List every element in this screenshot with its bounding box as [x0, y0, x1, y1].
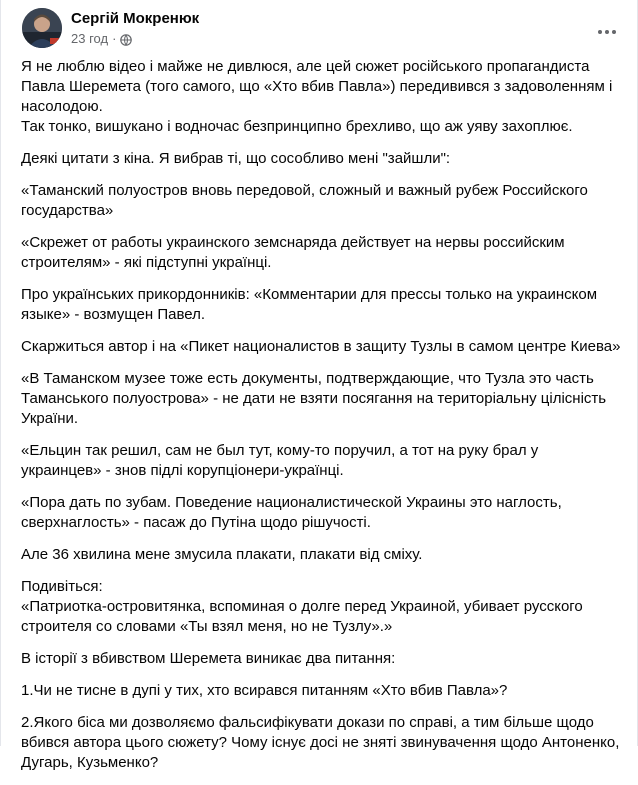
post-paragraph: 2.Якого біса ми дозволяємо фальсифікувати докази по справі, а тим більше щодо вбився автора цього сюжету? Чому існує досі не зняті звинувачення щодо Антоненко, Дугарь, Кузьменко?	[21, 714, 620, 771]
post-paragraph: Подивіться: «Патриотка-островитянка, вспоминая о долге перед Украиной, убивает русского строителя со словами «Ты взял меня, но не Тузлу».»	[21, 578, 583, 635]
post-paragraph: В історії з вбивством Шеремета виникає два питання:	[21, 650, 396, 667]
post-body	[21, 57, 621, 785]
post-paragraph: «Пора дать по зубам. Поведение националистической Украины это наглость, сверхнаглость» - пасаж до Путіна щодо рішучості.	[21, 494, 562, 531]
post-header	[22, 8, 199, 48]
post-paragraph: Але 36 хвилина мене змусила плакати, плакати від сміху.	[21, 546, 423, 563]
post-paragraph: «Таманский полуостров вновь передовой, сложный и важный рубеж Российского государства»	[21, 182, 588, 219]
avatar[interactable]	[22, 8, 62, 48]
more-options-icon[interactable]	[589, 14, 625, 50]
post-paragraph: «Ельцин так решил, сам не был тут, кому-то поручил, а тот на руку брал у украинцев» - знов підлі корупціонери-українці.	[21, 442, 539, 479]
post-paragraph: 1.Чи не тисне в дупі у тих, хто всирався питанням «Хто вбив Павла»?	[21, 682, 508, 699]
post-paragraph: Скаржиться автор і на «Пикет националистов в защиту Тузлы в самом центре Киева»	[21, 338, 621, 355]
avatar-image	[22, 8, 62, 48]
post-paragraph: «Скрежет от работы украинского земснаряда действует на нервы российским строителям» - які підступні українці.	[21, 234, 565, 271]
post-subline	[71, 30, 199, 48]
post-paragraph: Я не люблю відео і майже не дивлюся, але цей сюжет російського пропагандиста Павла Шеремета (того самого, що «Хто вбив Павла») передивився з задоволенням і насолодою. Так тонко, вишукано і водночас безпринципно брехливо, що аж уяву захоплює.	[21, 58, 613, 135]
post-paragraph: «В Таманском музее тоже есть документы, подтверждающие, что Тузла это часть Таманського полуострова» - не дати не взяти посягання на територіальну цілісність України.	[21, 370, 607, 427]
separator-dot: ·	[112, 31, 117, 46]
post-meta	[71, 9, 199, 48]
author-name[interactable]: Сергій Мокренюк	[71, 10, 200, 27]
post-timestamp[interactable]: 23 год	[71, 31, 109, 46]
post-paragraph: Про українських прикордонників: «Комментарии для прессы только на украинском языке» - возмущен Павел.	[21, 286, 598, 323]
post-paragraph: Деякі цитати з кіна. Я вибрав ті, що сособливо мені "зайшли":	[21, 150, 451, 167]
globe-icon[interactable]	[120, 33, 132, 45]
